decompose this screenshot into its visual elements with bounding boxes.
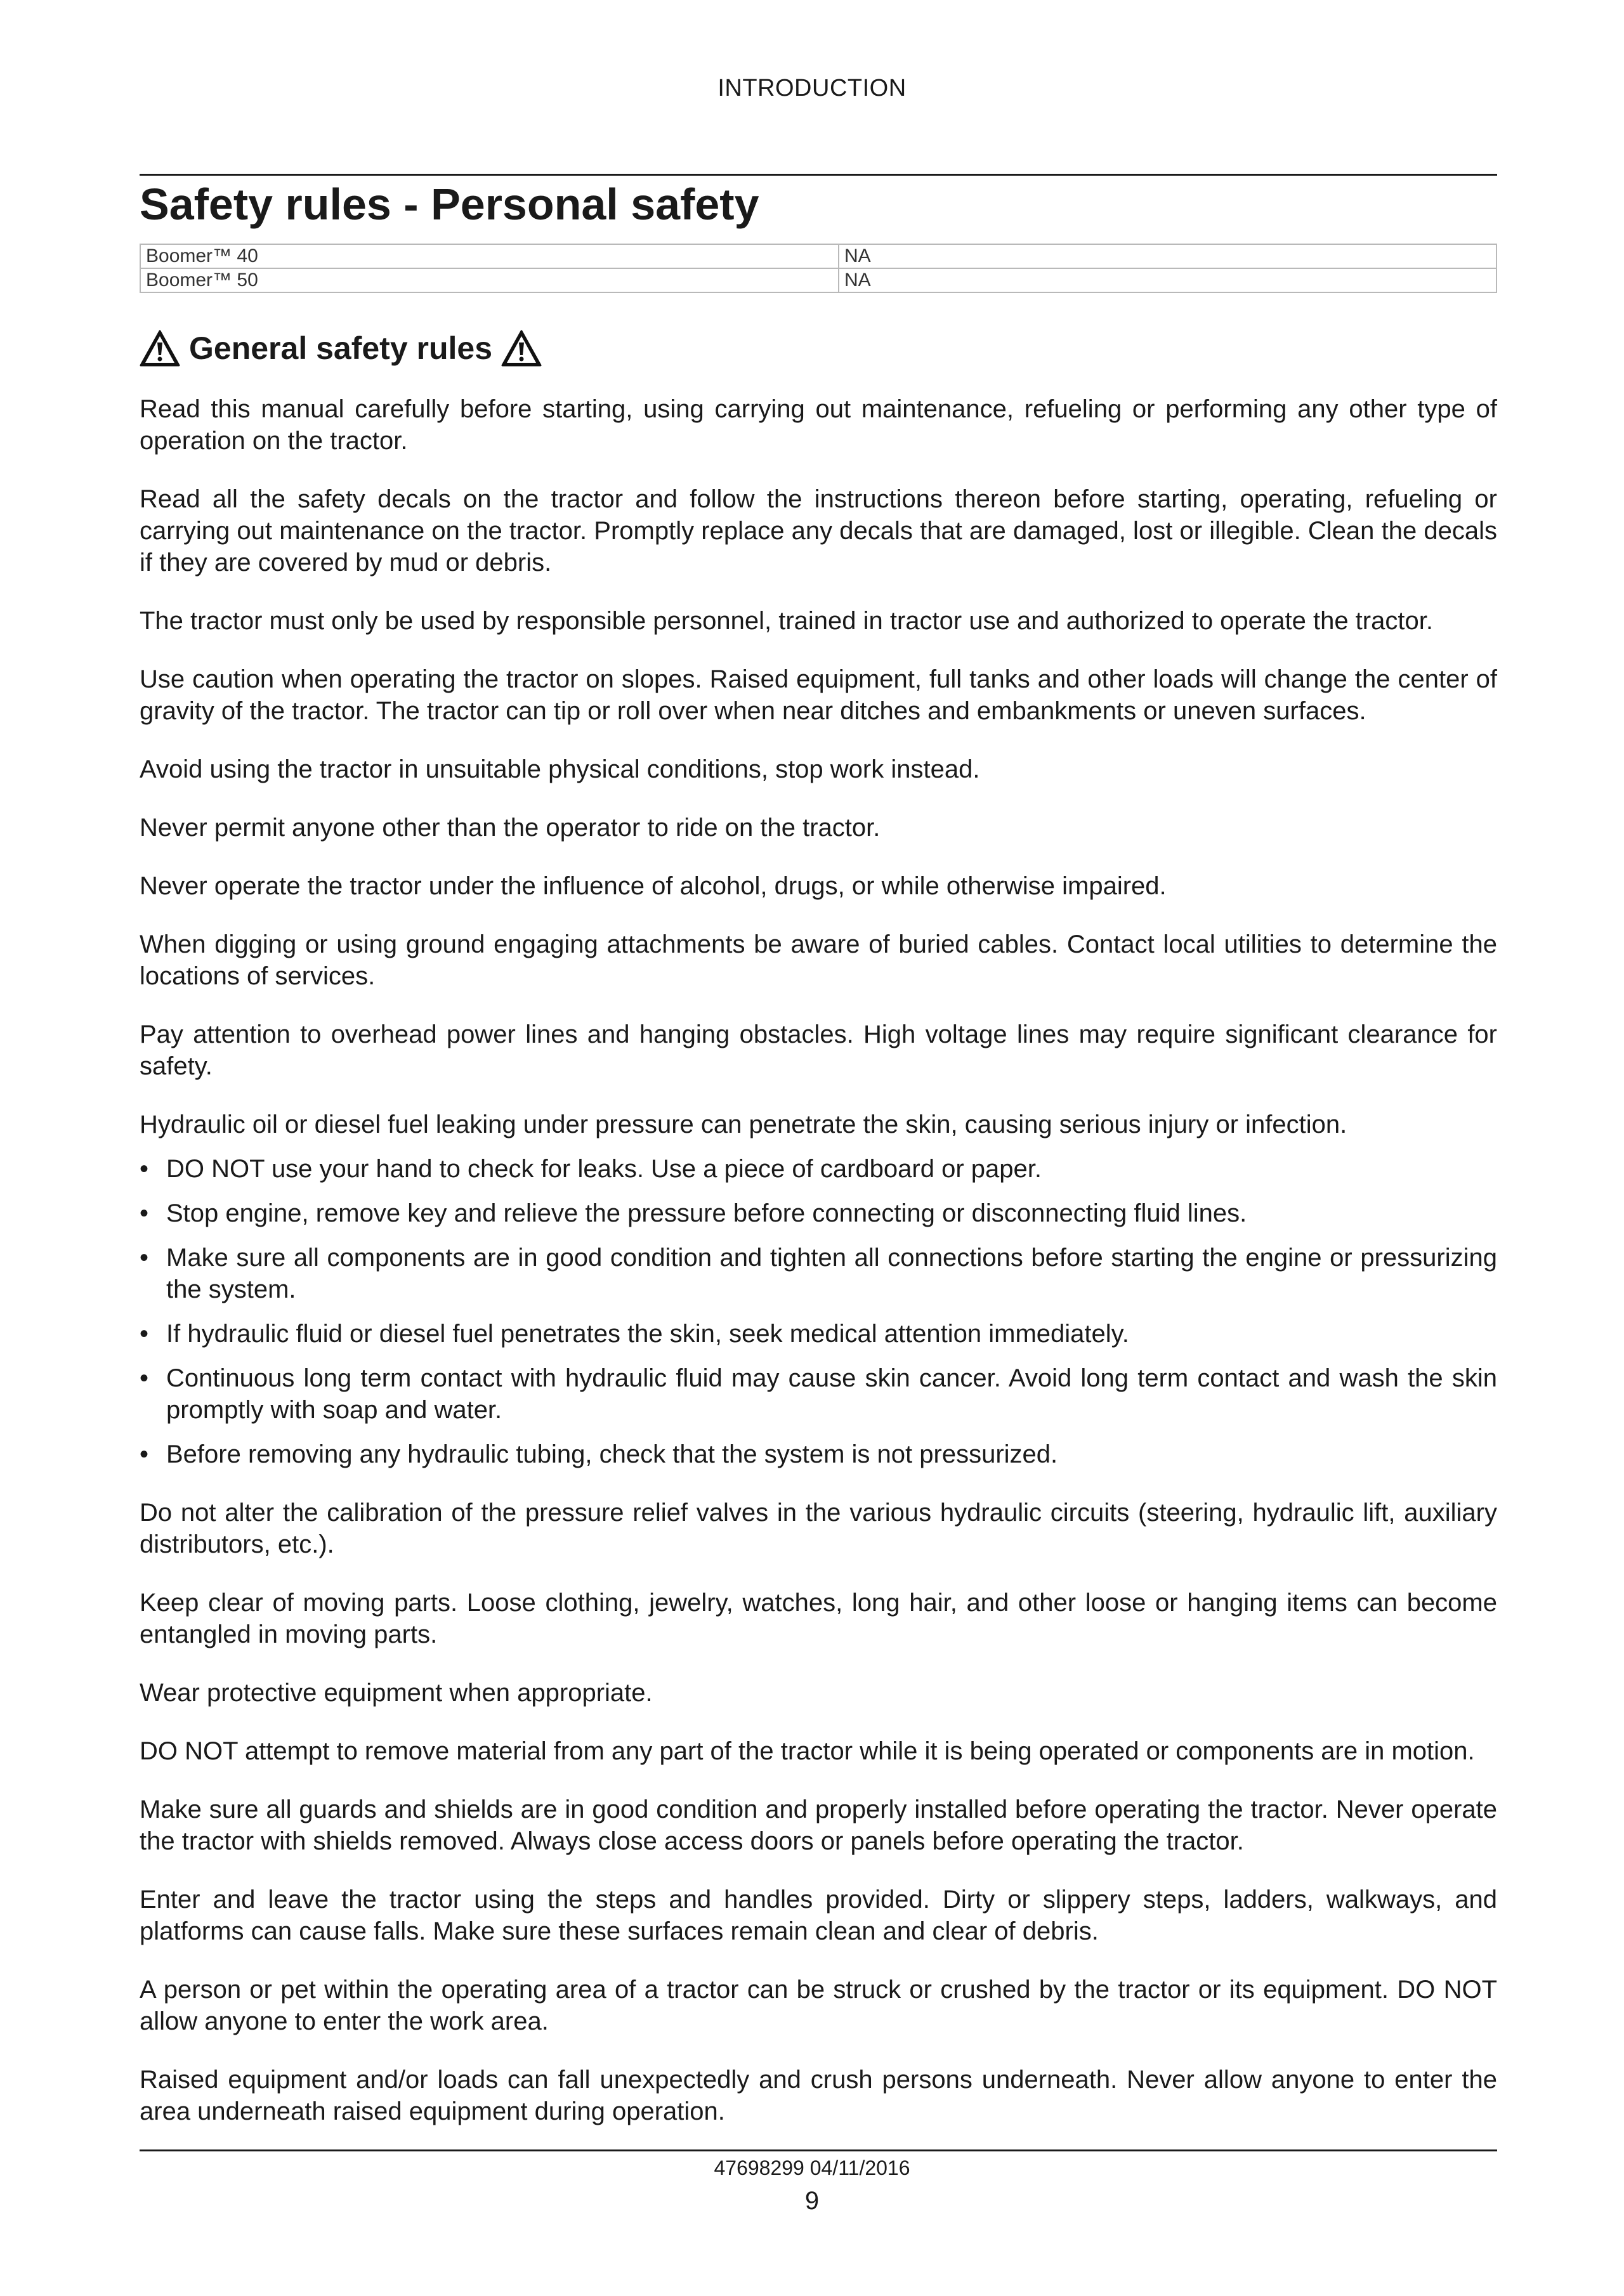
- paragraph: Use caution when operating the tractor on slopes. Raised equipment, full tanks and other loads will change the center of gravity of the tractor. The tractor can tip or roll over when near ditches and embankments or uneven surfaces.: [140, 665, 1497, 725]
- value-cell: NA: [839, 244, 1496, 268]
- paragraph: The tractor must only be used by responsible personnel, trained in tractor use and authorized to operate the tractor.: [140, 607, 1433, 635]
- paragraph: Avoid using the tractor in unsuitable physical conditions, stop work instead.: [140, 755, 980, 783]
- list-item: [140, 1438, 1497, 1470]
- paragraph: Raised equipment and/or loads can fall unexpectedly and crush persons underneath. Never allow anyone to enter the area underneath raised equipment during operation.: [140, 2066, 1497, 2125]
- list-item: [140, 1153, 1497, 1185]
- document-id: 47698299 04/11/2016: [714, 2156, 910, 2179]
- table-row: [140, 244, 1496, 268]
- paragraph: When digging or using ground engaging attachments be aware of buried cables. Contact local utilities to determine the locations of services.: [140, 930, 1497, 990]
- paragraph: Make sure all guards and shields are in good condition and properly installed before operating the tractor. Never operate the tractor with shields removed. Always close access doors or panels before operating the tractor.: [140, 1796, 1497, 1855]
- paragraph: Pay attention to overhead power lines and hanging obstacles. High voltage lines may require significant clearance for safety.: [140, 1021, 1497, 1080]
- value-cell: NA: [839, 268, 1496, 292]
- page-header: INTRODUCTION: [717, 75, 907, 101]
- paragraph: Enter and leave the tractor using the steps and handles provided. Dirty or slippery steps, ladders, walkways, and platforms can cause falls. Make sure these surfaces remain clean and clear of debris.: [140, 1886, 1497, 1945]
- paragraph: Keep clear of moving parts. Loose clothing, jewelry, watches, long hair, and other loose or hanging items can become entangled in moving parts.: [140, 1589, 1497, 1648]
- bullet: •: [140, 1155, 149, 1183]
- model-applicability-table: [140, 244, 1497, 293]
- paragraph: Never operate the tractor under the influence of alcohol, drugs, or while otherwise impaired.: [140, 872, 1167, 900]
- list-item-text: Make sure all components are in good condition and tighten all connections before starting the engine or pressurizing the system.: [166, 1244, 1497, 1303]
- paragraph: Wear protective equipment when appropriate.: [140, 1679, 653, 1707]
- paragraph: Read this manual carefully before starting, using carrying out maintenance, refueling or performing any other type of operation on the tractor.: [140, 395, 1497, 455]
- paragraph: Hydraulic oil or diesel fuel leaking under pressure can penetrate the skin, causing serious injury or infection.: [140, 1111, 1347, 1138]
- paragraph: A person or pet within the operating area of a tractor can be struck or crushed by the tractor or its equipment. DO NOT allow anyone to enter the work area.: [140, 1976, 1497, 2035]
- list-item-text: Stop engine, remove key and relieve the pressure before connecting or disconnecting fluid lines.: [166, 1199, 1247, 1227]
- bullet: •: [140, 1364, 149, 1392]
- list-item-text: Continuous long term contact with hydraulic fluid may cause skin cancer. Avoid long term contact and wash the skin promptly with soap and water.: [166, 1364, 1497, 1424]
- subheading-text: General safety rules: [189, 330, 493, 366]
- list-item: [140, 1197, 1497, 1229]
- paragraph: Never permit anyone other than the operator to ride on the tractor.: [140, 814, 881, 842]
- list-item-text: DO NOT use your hand to check for leaks. Use a piece of cardboard or paper.: [166, 1155, 1042, 1183]
- list-item: [140, 1318, 1497, 1350]
- safety-rules-body: [140, 393, 1497, 2154]
- model-cell: Boomer™ 40: [140, 244, 839, 268]
- paragraph: Read all the safety decals on the tractor and follow the instructions thereon before starting, operating, refueling or carrying out maintenance on the tractor. Promptly replace any decals that are damaged, lost or illegible. Clean the decals if they are covered by mud or debris.: [140, 485, 1497, 577]
- warning-triangle-icon: [140, 330, 180, 367]
- list-item: [140, 1362, 1497, 1426]
- list-item-text: Before removing any hydraulic tubing, check that the system is not pressurized.: [166, 1440, 1058, 1468]
- page-number: 9: [804, 2187, 820, 2215]
- bullet: •: [140, 1244, 149, 1272]
- bullet: •: [140, 1199, 149, 1227]
- footer-divider: [140, 2149, 1497, 2151]
- bullet: •: [140, 1320, 149, 1348]
- list-item-text: If hydraulic fluid or diesel fuel penetrates the skin, seek medical attention immediately.: [166, 1320, 1129, 1348]
- page-title: Safety rules - Personal safety: [140, 179, 759, 229]
- header-divider: [140, 174, 1497, 176]
- bullet: •: [140, 1440, 149, 1468]
- hydraulic-safety-list: [140, 1153, 1497, 1470]
- table-row: [140, 268, 1496, 292]
- paragraph: DO NOT attempt to remove material from any part of the tractor while it is being operated or components are in motion.: [140, 1737, 1475, 1765]
- general-safety-heading: [140, 330, 542, 367]
- list-item: [140, 1242, 1497, 1305]
- model-cell: Boomer™ 50: [140, 268, 839, 292]
- warning-triangle-icon: [501, 330, 542, 367]
- paragraph: Do not alter the calibration of the pressure relief valves in the various hydraulic circuits (steering, hydraulic lift, auxiliary distributors, etc.).: [140, 1499, 1497, 1558]
